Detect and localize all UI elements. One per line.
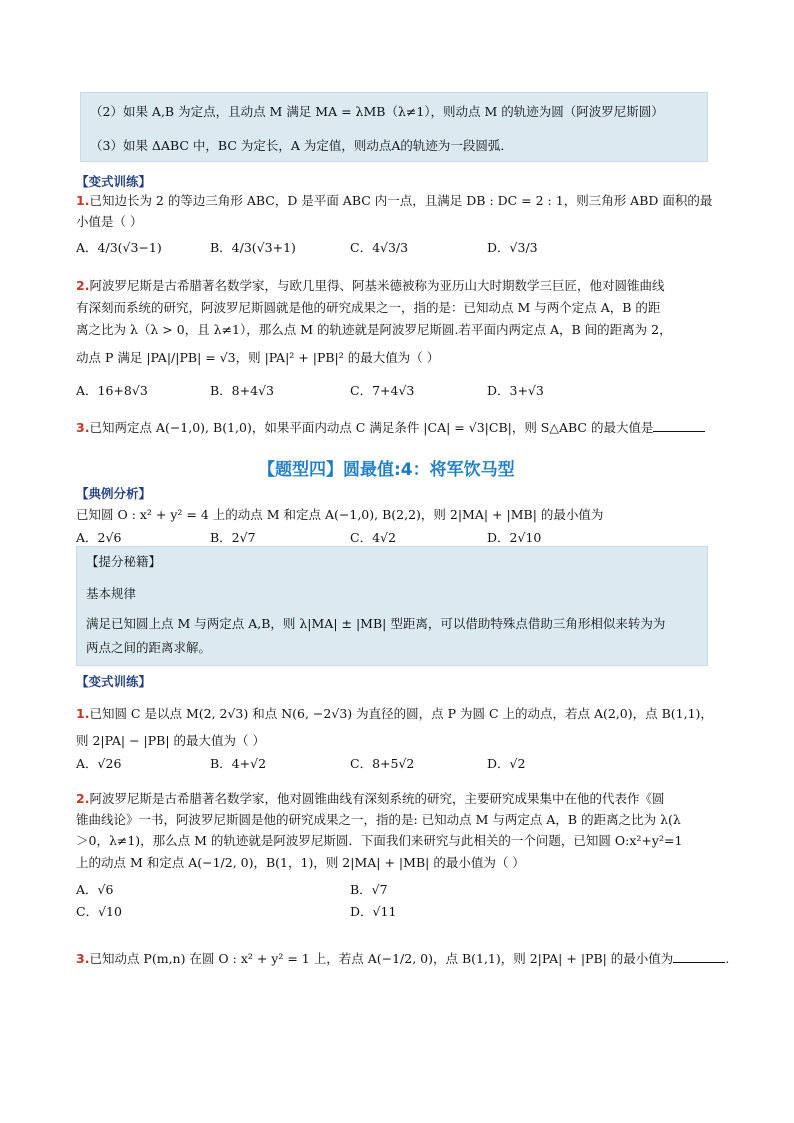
answer-blank[interactable] <box>653 419 705 432</box>
example-tag: 【典例分析】 <box>76 486 152 501</box>
option-d: D．2√10 <box>487 530 542 545</box>
option-b: B．√7 <box>350 882 388 897</box>
question-text: 已知两定点 A(−1,0), B(1,0)，如果平面内动点 C 满足条件 |CA| = √3|CB|，则 S△ABC 的最大值是 <box>89 420 654 435</box>
example-question: 已知圆 O : x² + y² = 4 上的动点 M 和定点 A(−1,0), B(2,2)，则 2|MA| + |MB| 的最小值为 <box>76 507 604 522</box>
question-number: 2. <box>76 278 90 293</box>
option-c: C．7+4√3 <box>350 383 415 398</box>
question-number: 2. <box>76 791 90 806</box>
summary-line-2: （2）如果 A,B 为定点，且动点 M 满足 MA = λMB（λ≠1），则动点 M 的轨迹为圆（阿波罗尼斯圆） <box>90 104 664 119</box>
question-3 <box>76 949 729 967</box>
option-d: D．√11 <box>350 904 397 919</box>
question-2-line-3: 离之比为 λ（λ > 0，且 λ≠1），那么点 M 的轨迹就是阿波罗尼斯圆.若平面内两定点 A，B 间的距离为 2， <box>76 322 672 337</box>
question-text: 阿波罗尼斯是古希腊著名数学家，他对圆锥曲线有深刻系统的研究，主要研究成果集中在他的代表作《圆 <box>89 791 665 806</box>
tips-tag: 【提分秘籍】 <box>86 554 162 569</box>
question-end: . <box>725 951 730 966</box>
tips-line-2: 两点之间的距离求解。 <box>86 640 212 655</box>
option-c: C．√10 <box>76 904 122 919</box>
question-2-line-2: 有深刻而系统的研究，阿波罗尼斯圆就是他的研究成果之一，指的是：已知动点 M 与两个定点 A，B 的距 <box>76 300 661 315</box>
question-2-line-1 <box>76 789 664 807</box>
question-2-line-2: 锥曲线论》一书，阿波罗尼斯圆是他的研究成果之一，指的是: 已知动点 M 与两定点 A，B 的距离之比为 λ(λ <box>76 812 681 827</box>
option-a: A．16+8√3 <box>76 383 148 398</box>
option-a: A．4/3(√3−1) <box>76 240 162 255</box>
option-c: C．8+5√2 <box>350 756 415 771</box>
question-text: 已知圆 C 是以点 M(2, 2√3) 和点 N(6, −2√3) 为直径的圆，点 P 为圆 C 上的动点，若点 A(2,0)，点 B(1,1)， <box>89 706 713 721</box>
question-2-line-1 <box>76 276 664 294</box>
option-a: A．√6 <box>76 882 114 897</box>
question-1-line-2: 小值是（ ） <box>76 214 143 229</box>
option-d: D．3+√3 <box>487 383 544 398</box>
option-c: C．4√2 <box>350 530 396 545</box>
tips-line-1: 满足已知圆上点 M 与两定点 A,B，则 λ|MA| ± |MB| 型距离，可以借助特殊点借助三角形相似来转为为 <box>86 616 666 631</box>
section-heading: 【题型四】圆最值:4：将军饮马型 <box>258 460 515 480</box>
option-b: B．8+4√3 <box>210 383 274 398</box>
option-d: D．√3/3 <box>487 240 538 255</box>
option-b: B．4+√2 <box>210 756 267 771</box>
question-number: 1. <box>76 193 90 208</box>
question-text: 已知动点 P(m,n) 在圆 O : x² + y² = 1 上，若点 A(−1/2, 0)，点 B(1,1)，则 2|PA| + |PB| 的最小值为 <box>89 951 674 966</box>
question-text: 已知边长为 2 的等边三角形 ABC，D 是平面 ABC 内一点，且满足 DB : DC = 2 : 1，则三角形 ABD 面积的最 <box>89 193 713 208</box>
question-2-line-3: ＞0，λ≠1)，那么点 M 的轨迹就是阿波罗尼斯圆．下面我们来研究与此相关的一个问题，已知圆 O:x²+y²=1 <box>76 833 683 848</box>
answer-blank[interactable] <box>673 950 725 963</box>
option-b: B．2√7 <box>210 530 256 545</box>
option-a: A．2√6 <box>76 530 122 545</box>
option-c: C．4√3/3 <box>350 240 409 255</box>
question-1-line-1 <box>76 191 712 209</box>
tips-title: 基本规律 <box>86 586 137 601</box>
question-number: 3. <box>76 951 90 966</box>
question-2-line-4: 上的动点 M 和定点 A(−1/2, 0)，B(1，1)，则 2|MA| + |MB| 的最小值为（ ） <box>76 855 525 870</box>
question-2-line-4: 动点 P 满足 |PA|/|PB| = √3，则 |PA|² + |PB|² 的最大值为（ ） <box>76 350 440 365</box>
practice-tag-2: 【变式训练】 <box>76 674 152 689</box>
question-3 <box>76 418 705 436</box>
option-b: B．4/3(√3+1) <box>210 240 296 255</box>
option-d: D．√2 <box>487 756 526 771</box>
question-number: 1. <box>76 706 90 721</box>
summary-line-3: （3）如果 ΔABC 中，BC 为定长，A 为定值，则动点A的轨迹为一段圆弧． <box>90 138 513 153</box>
question-1-line-2: 则 2|PA| − |PB| 的最大值为（ ） <box>76 733 266 748</box>
option-a: A．√26 <box>76 756 122 771</box>
question-text: 阿波罗尼斯是古希腊著名数学家，与欧几里得、阿基米德被称为亚历山大时期数学三巨匠，他对圆锥曲线 <box>89 278 665 293</box>
practice-tag-1: 【变式训练】 <box>76 174 152 189</box>
question-1-line-1 <box>76 704 713 722</box>
question-number: 3. <box>76 420 90 435</box>
